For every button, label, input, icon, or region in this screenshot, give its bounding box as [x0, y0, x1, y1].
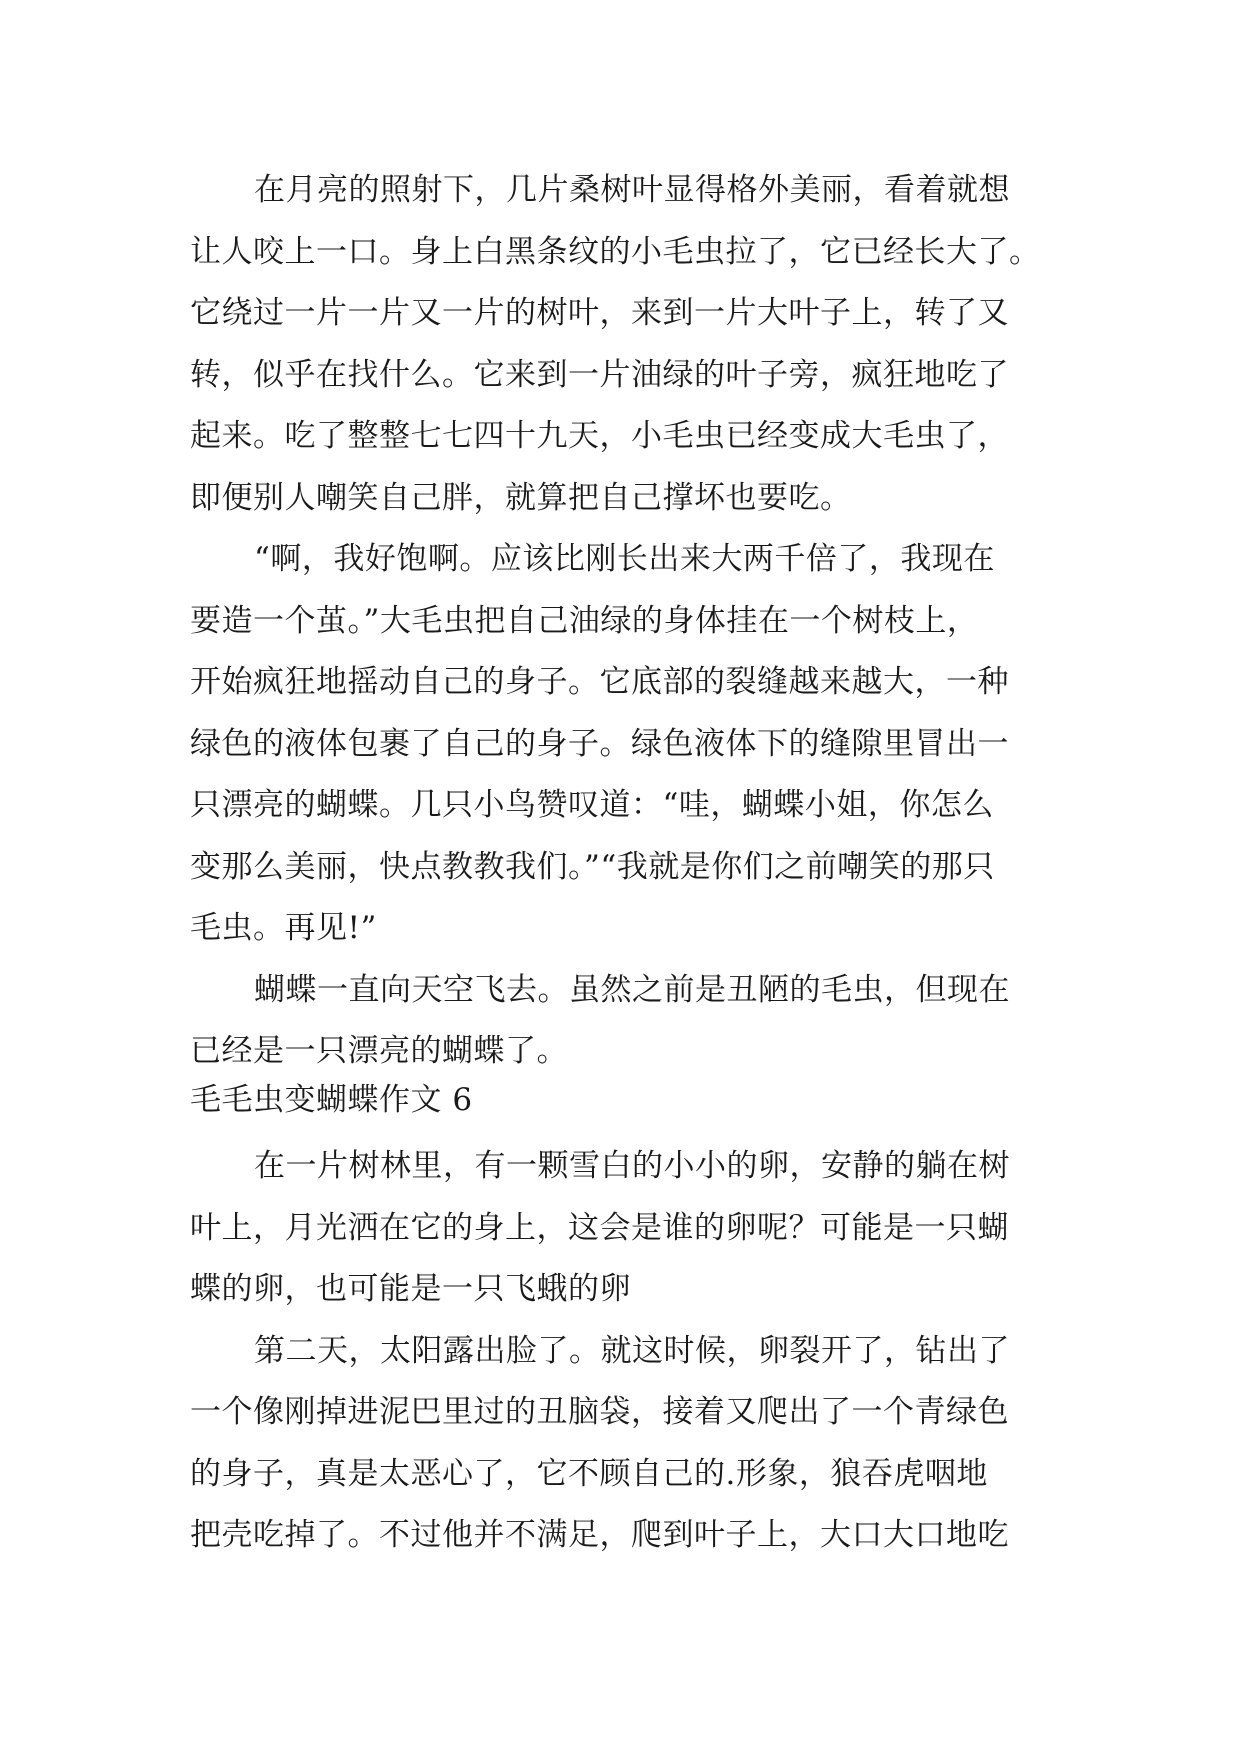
paragraph-line: 叶上，月光洒在它的身上，这会是谁的卵呢？可能是一只蝴	[190, 1209, 1009, 1246]
paragraph-line: 第二天，太阳露出脸了。就这时候，卵裂开了，钻出了	[254, 1332, 1010, 1369]
paragraph-line: 转，似乎在找什么。它来到一片油绿的叶子旁，疯狂地吃了	[190, 356, 1009, 393]
paragraph-line: 即便别人嘲笑自己胖，就算把自己撑坏也要吃。	[190, 479, 852, 516]
paragraph-line: 蝶的卵，也可能是一只飞蛾的卵	[190, 1271, 631, 1307]
paragraph-line: 毛虫。再见!”	[190, 910, 377, 946]
paragraph-line: 已经是一只漂亮的蝴蝶了。	[190, 1033, 568, 1069]
story-section-1	[190, 160, 1050, 1083]
paragraph-line: 起来。吃了整整七七四十九天，小毛虫已经变成大毛虫了，	[190, 418, 1009, 454]
paragraph-line: 的身子，真是太恶心了，它不顾自己的.形象，狼吞虎咽地	[190, 1455, 988, 1492]
paragraph-line: 在月亮的照射下，几片桑树叶显得格外美丽，看着就想	[254, 172, 1010, 208]
paragraph-line: 绿色的液体包裹了自己的身子。绿色液体下的缝隙里冒出一	[190, 725, 1009, 762]
paragraph-line: 它绕过一片一片又一片的树叶，来到一片大叶子上，转了又	[190, 295, 1009, 331]
paragraph-line: 蝴蝶一直向天空飞去。虽然之前是丑陋的毛虫，但现在	[254, 971, 1010, 1008]
paragraph-line: 开始疯狂地摇动自己的身子。它底部的裂缝越来越大，一种	[190, 664, 1009, 700]
paragraph-line: 把壳吃掉了。不过他并不满足，爬到叶子上，大口大口地吃	[190, 1517, 1009, 1553]
paragraph-line: 一个像刚掉进泥巴里过的丑脑袋，接着又爬出了一个青绿色	[190, 1394, 1009, 1430]
paragraph-line: 在一片树林里，有一颗雪白的小小的卵，安静的躺在树	[254, 1148, 1010, 1184]
story-section-2	[190, 1136, 1050, 1567]
paragraph-line: 只漂亮的蝴蝶。几只小鸟赞叹道：“哇，蝴蝶小姐，你怎么	[190, 787, 994, 823]
essay-heading: 毛毛虫变蝴蝶作文 6	[190, 1082, 473, 1118]
paragraph-line: 变那么美丽，快点教教我们。”“我就是你们之前嘲笑的那只	[190, 848, 995, 885]
paragraph-line: 让人咬上一口。身上白黑条纹的小毛虫拉了，它已经长大了。	[190, 233, 1041, 270]
paragraph-line: 要造一个茧。”大毛虫把自己油绿的身体挂在一个树枝上，	[190, 602, 979, 639]
paragraph-line: “啊，我好饱啊。应该比刚长出来大两千倍了，我现在	[254, 541, 995, 577]
